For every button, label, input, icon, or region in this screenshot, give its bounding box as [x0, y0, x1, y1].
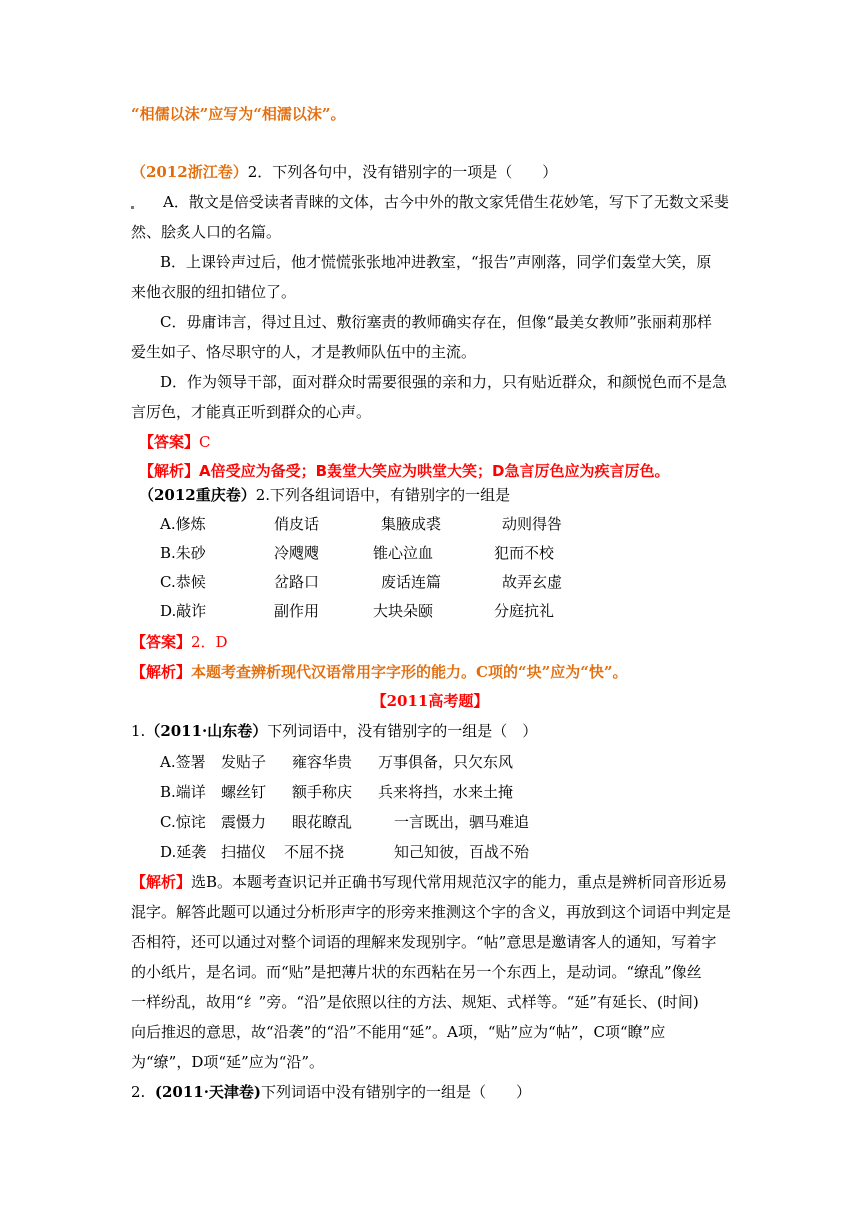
option-c-line1: C．毋庸讳言，得过且过、敷衍塞责的教师确实存在，但像“最美女教师”张丽莉那样 — [160, 313, 712, 331]
answer-label: 【答案】 — [139, 433, 200, 451]
sd-row-c-col2: 震慑力 — [221, 813, 267, 831]
cq-row-a-col3: 集腋成裘 — [381, 515, 442, 533]
cq-row-d-col4: 分庭抗礼 — [494, 602, 555, 620]
sd-row-c-col4: 一言既出，驷马难追 — [394, 813, 530, 831]
question-number: 2. — [131, 1083, 146, 1101]
cq-row-c-col4: 故弄玄虚 — [502, 573, 563, 591]
cq-row-b-col3: 锥心泣血 — [373, 544, 434, 562]
sd-row-a-col4: 万事俱备，只欠东风 — [378, 753, 514, 771]
analysis-2012-zhejiang — [139, 461, 670, 481]
question-stem: 下列词语中，没有错别字的一组是（ ） — [267, 722, 538, 740]
question-source: （2011·山东卷） — [145, 722, 268, 740]
sd-row-a-col1: A.签署 — [160, 753, 206, 771]
question-number: 1. — [131, 722, 146, 740]
analysis-label: 【解析】 — [139, 462, 200, 480]
cq-row-b-col1: B.朱砂 — [160, 544, 206, 562]
cq-row-d-col1: D.敲诈 — [160, 602, 207, 620]
cq-row-a-col2: 俏皮话 — [274, 515, 320, 533]
option-a-line2: 然、脍炙人口的名篇。 — [131, 223, 282, 241]
analysis-line3: 否相符，还可以通过对整个词语的理解来发现别字。“帖”意思是邀请客人的通知，写着字 — [131, 933, 717, 951]
sd-row-d-col3: 不屈不挠 — [284, 843, 345, 861]
question-stem: 下列词语中没有错别字的一组是（ ） — [261, 1083, 532, 1101]
analysis-line6: 向后推迟的意思，故“沿袭”的“沿”不能用“延”。A项，“贴”应为“帖”，C项“瞭”应 — [131, 1023, 666, 1041]
bullet-mark — [131, 206, 134, 209]
cq-row-d-col3: 大块朵颐 — [373, 602, 434, 620]
sd-row-a-col3: 雍容华贵 — [292, 753, 353, 771]
answer-value: 2．D — [191, 633, 228, 651]
sd-row-b-col4: 兵来将挡，水来土掩 — [378, 783, 514, 801]
sd-row-a-col2: 发贴子 — [221, 753, 267, 771]
analysis-2012-chongqing — [131, 662, 627, 682]
sd-row-d-col4: 知己知彼，百战不殆 — [394, 843, 530, 861]
analysis-line2: 混字。解答此题可以通过分析形声字的形旁来推测这个字的含义，再放到这个词语中判定是 — [131, 903, 732, 921]
answer-2012-zhejiang — [139, 432, 211, 452]
analysis-label: 【解析】 — [131, 663, 192, 681]
sd-row-c-col3: 眼花瞭乱 — [292, 813, 353, 831]
sd-row-d-col2: 扫描仪 — [221, 843, 267, 861]
option-d-line2: 言厉色，才能真正听到群众的心声。 — [131, 403, 372, 421]
question-header-2012-zhejiang — [131, 162, 557, 182]
analysis-label: 【解析】 — [131, 873, 192, 891]
cq-row-d-col2: 副作用 — [274, 602, 320, 620]
cq-row-b-col2: 冷飕飕 — [274, 544, 320, 562]
cq-row-a-col4: 动则得咎 — [502, 515, 563, 533]
answer-label: 【答案】 — [131, 633, 192, 651]
answer-value: C — [199, 433, 211, 451]
cq-row-c-col3: 废话连篇 — [381, 573, 442, 591]
option-c-line2: 爱生如子、恪尽职守的人，才是教师队伍中的主流。 — [131, 343, 477, 361]
question-stem: 2.下列各组词语中，有错别字的一组是 — [255, 486, 511, 504]
intro-note: “相儒以沫”应写为“相濡以沫”。 — [131, 105, 346, 123]
cq-row-b-col4: 犯而不校 — [494, 544, 555, 562]
option-a-line1: A．散文是倍受读者青睐的文体，古今中外的散文家凭借生花妙笔，写下了无数文采斐 — [163, 193, 729, 211]
question-source: （2012浙江卷） — [131, 163, 248, 181]
sd-row-b-col3: 额手称庆 — [292, 783, 353, 801]
sd-row-b-col1: B.端详 — [160, 783, 206, 801]
option-b-line1: B．上课铃声过后，他才慌慌张张地冲进教室，“报告”声刚落，同学们轰堂大笑，原 — [160, 253, 712, 271]
analysis-text: A倍受应为备受；B轰堂大笑应为哄堂大笑；D急言厉色应为疾言厉色。 — [199, 462, 670, 480]
analysis-text: 本题考查辨析现代汉语常用字字形的能力。C项的“块”应为“快”。 — [191, 663, 628, 681]
section-title: 【2011高考题】 — [371, 692, 489, 710]
question-header-2011-tianjin — [131, 1082, 531, 1102]
cq-row-c-col1: C.恭候 — [160, 573, 206, 591]
cq-row-a-col1: A.修炼 — [160, 515, 206, 533]
sd-row-d-col1: D.延袭 — [160, 843, 207, 861]
analysis-line4: 的小纸片，是名词。而“贴”是把薄片状的东西粘在另一个东西上，是动词。“缭乱”像丝 — [131, 963, 702, 981]
analysis-line7: 为“缭”，D项“延”应为“沿”。 — [131, 1053, 325, 1071]
answer-2012-chongqing — [131, 632, 228, 652]
option-b-line2: 来他衣服的纽扣错位了。 — [131, 283, 297, 301]
sd-row-b-col2: 螺丝钉 — [221, 783, 267, 801]
question-source: （2012重庆卷） — [139, 486, 256, 504]
option-d-line1: D．作为领导干部，面对群众时需要很强的亲和力，只有贴近群众，和颜悦色而不是急 — [160, 373, 728, 391]
question-header-2011-shandong — [131, 721, 537, 741]
question-source: (2011·天津卷) — [154, 1083, 262, 1101]
analysis-text: 选B。本题考查识记并正确书写现代常用规范汉字的能力，重点是辨析同音形近易 — [191, 873, 728, 891]
question-header-2012-chongqing — [139, 485, 510, 505]
analysis-2011-shandong-line1 — [131, 872, 727, 892]
sd-row-c-col1: C.惊诧 — [160, 813, 206, 831]
cq-row-c-col2: 岔路口 — [274, 573, 320, 591]
question-stem: 2．下列各句中，没有错别字的一项是（ ） — [247, 163, 558, 181]
analysis-line5: 一样纷乱，故用“纟”旁。“沿”是依照以往的方法、规矩、式样等。“延”有延长、(时间) — [131, 993, 699, 1011]
